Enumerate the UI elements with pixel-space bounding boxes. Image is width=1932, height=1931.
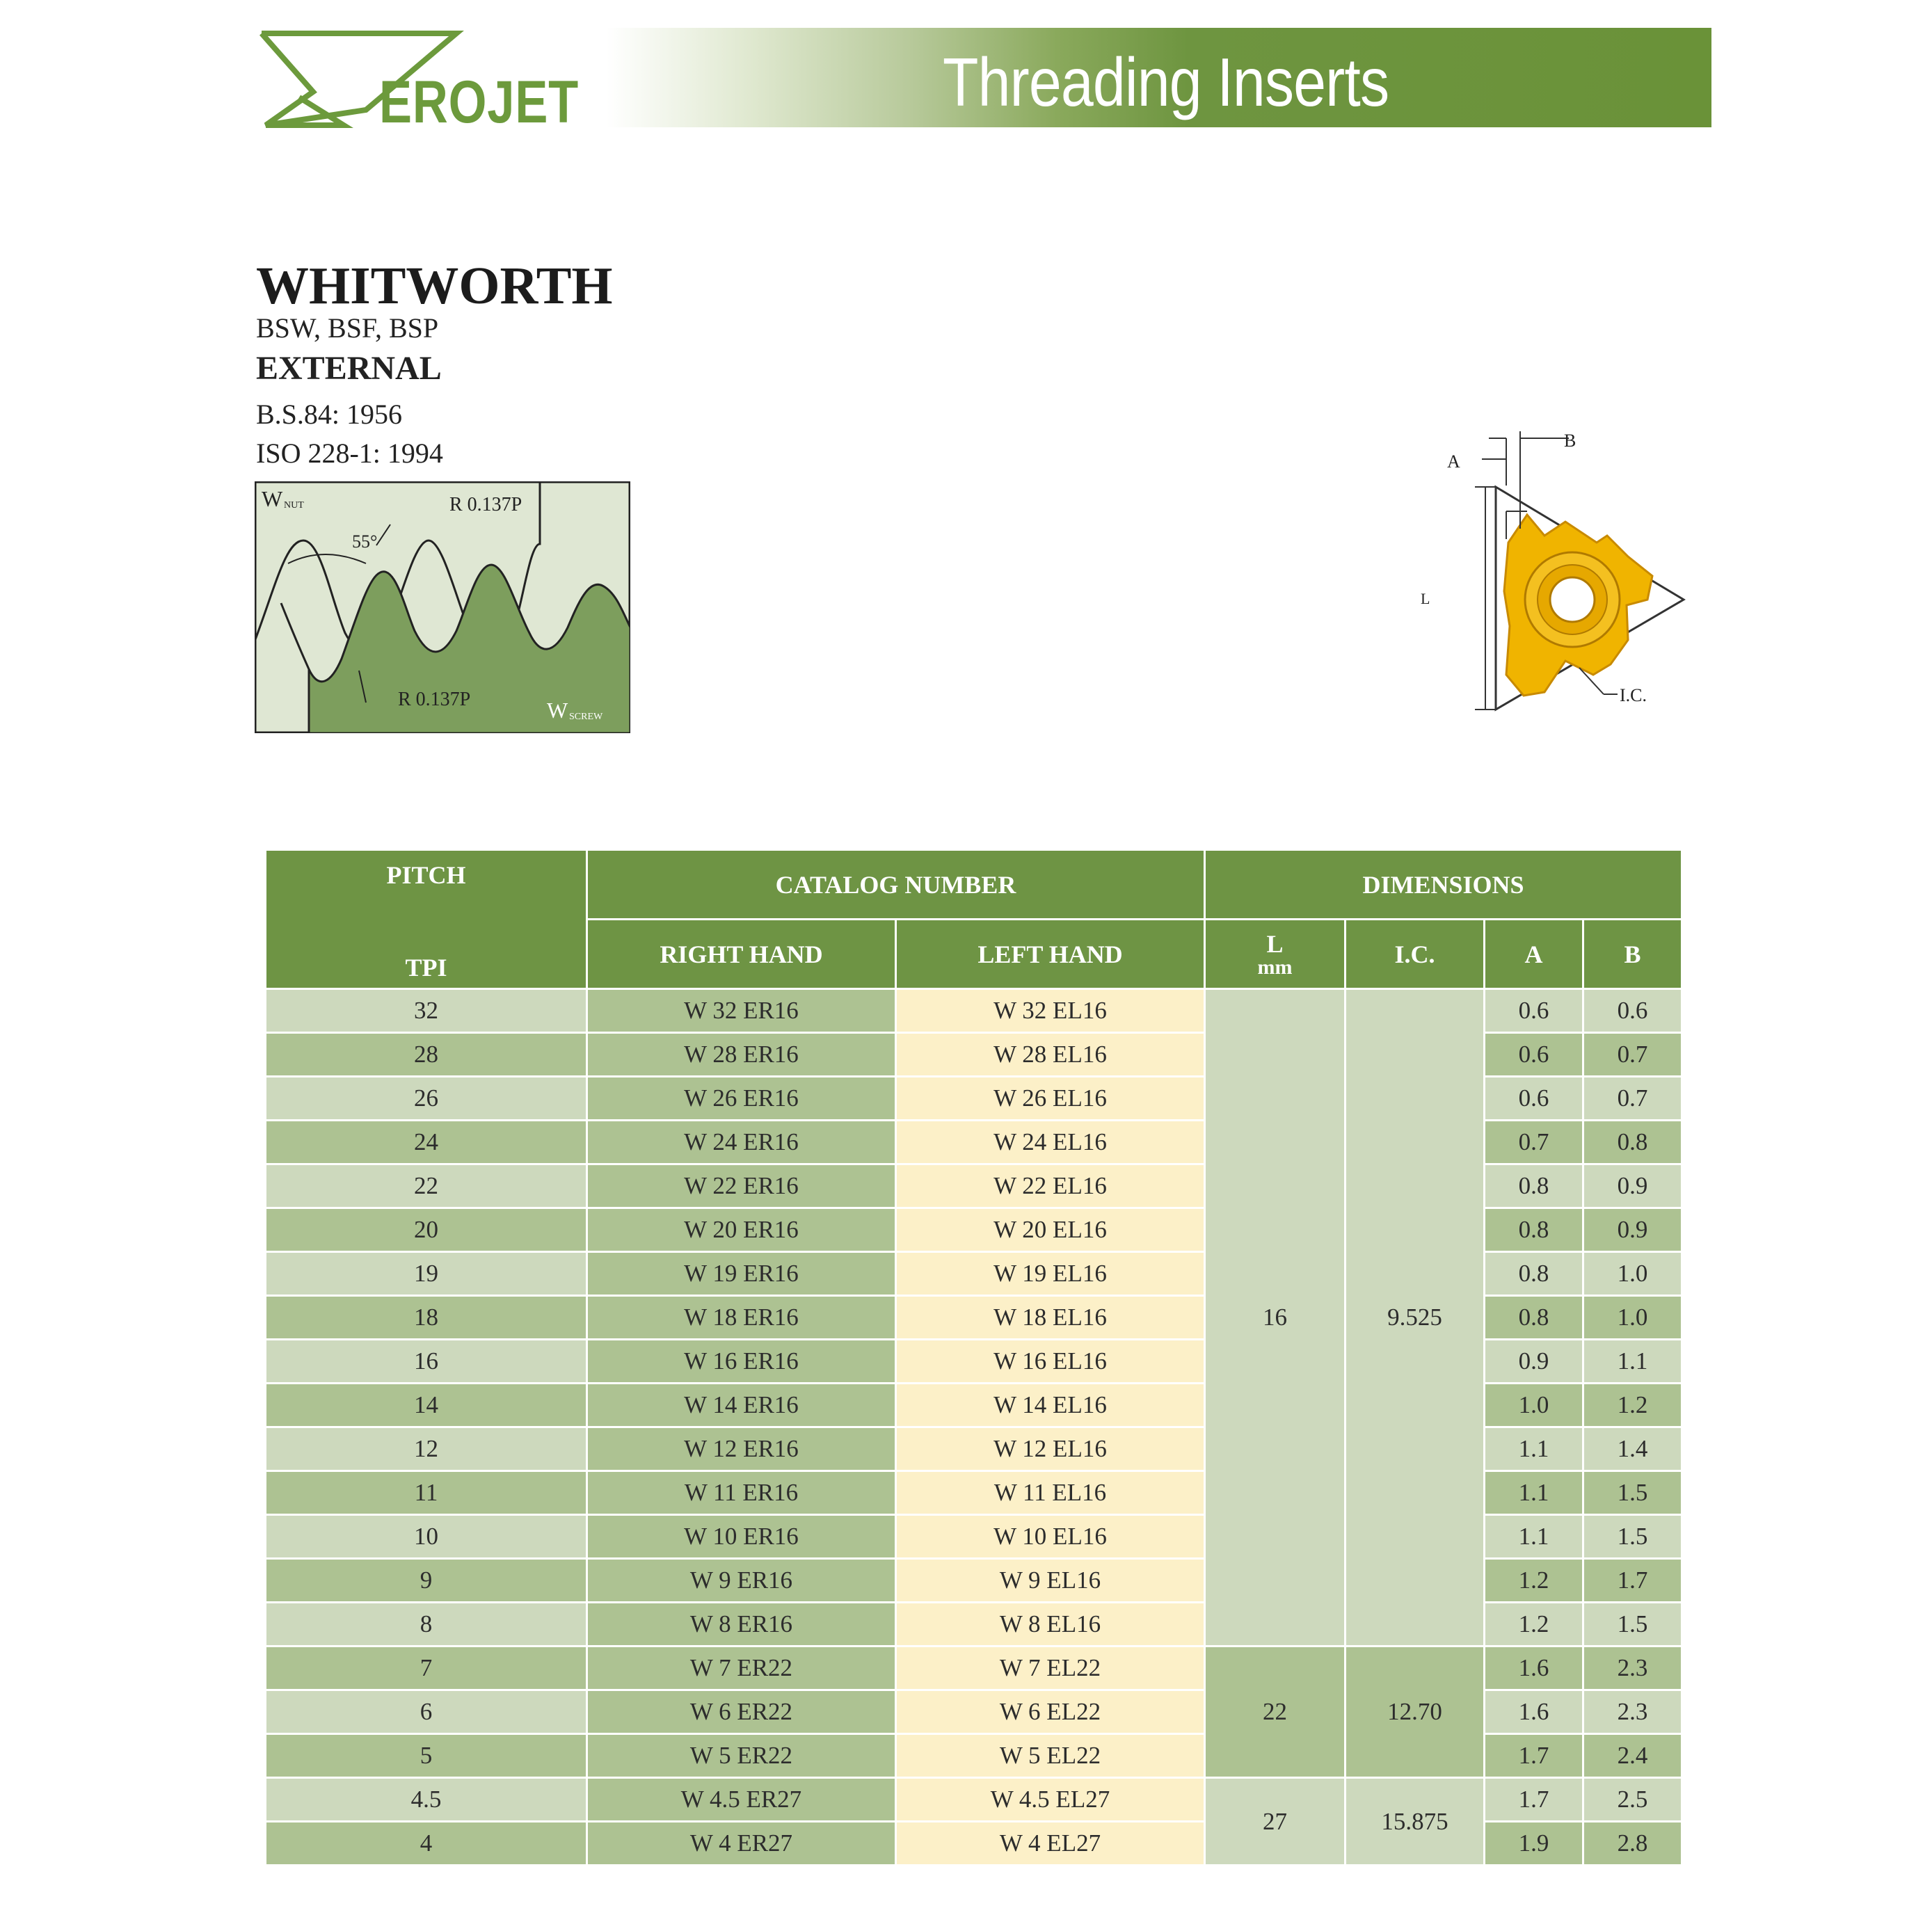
cell-b: 2.3	[1583, 1690, 1682, 1734]
page-title: Threading Inserts	[943, 44, 1389, 120]
cell-right-hand: W 28 ER16	[587, 1033, 896, 1077]
cell-a: 1.1	[1485, 1515, 1583, 1559]
cell-left-hand: W 8 EL16	[896, 1603, 1205, 1646]
label-b: B	[1564, 431, 1576, 451]
cell-left-hand: W 20 EL16	[896, 1208, 1205, 1252]
cell-a: 0.6	[1485, 1077, 1583, 1121]
cell-b: 1.7	[1583, 1559, 1682, 1603]
cell-b: 0.6	[1583, 989, 1682, 1033]
standard-norm-bs: B.S.84: 1956	[256, 399, 403, 430]
cell-a: 1.7	[1485, 1734, 1583, 1778]
cell-tpi: 26	[266, 1077, 587, 1121]
cell-right-hand: W 18 ER16	[587, 1296, 896, 1340]
cell-right-hand: W 12 ER16	[587, 1427, 896, 1471]
cell-a: 1.6	[1485, 1646, 1583, 1690]
cell-tpi: 19	[266, 1252, 587, 1296]
cell-left-hand: W 4 EL27	[896, 1822, 1205, 1866]
w-nut-label: W	[262, 486, 283, 511]
cell-l-mm: 22	[1205, 1646, 1346, 1778]
cell-left-hand: W 4.5 EL27	[896, 1778, 1205, 1822]
cell-left-hand: W 28 EL16	[896, 1033, 1205, 1077]
cell-l-mm: 16	[1205, 989, 1346, 1646]
cell-b: 1.0	[1583, 1296, 1682, 1340]
radius-top-label: R 0.137P	[449, 494, 522, 515]
header-pitch: PITCH	[386, 861, 466, 889]
cell-left-hand: W 11 EL16	[896, 1471, 1205, 1515]
cell-ic: 9.525	[1346, 989, 1485, 1646]
cell-right-hand: W 10 ER16	[587, 1515, 896, 1559]
cell-right-hand: W 9 ER16	[587, 1559, 896, 1603]
header-tpi: TPI	[405, 954, 447, 981]
insert-diagram	[1405, 417, 1698, 723]
cell-a: 1.1	[1485, 1471, 1583, 1515]
header-ic: I.C.	[1346, 920, 1485, 989]
cell-a: 0.8	[1485, 1296, 1583, 1340]
cell-b: 1.4	[1583, 1427, 1682, 1471]
label-a: A	[1447, 451, 1460, 472]
insert-spec-table	[264, 849, 1683, 1866]
header-a: A	[1485, 920, 1583, 989]
radius-bottom-label: R 0.137P	[398, 689, 471, 710]
header-l-label: L	[1266, 929, 1284, 958]
cell-a: 0.6	[1485, 1033, 1583, 1077]
cell-tpi: 20	[266, 1208, 587, 1252]
cell-b: 0.7	[1583, 1077, 1682, 1121]
cell-b: 2.4	[1583, 1734, 1682, 1778]
cell-b: 1.5	[1583, 1515, 1682, 1559]
cell-a: 1.0	[1485, 1384, 1583, 1427]
label-l: L	[1421, 590, 1430, 607]
cell-tpi: 14	[266, 1384, 587, 1427]
cell-b: 1.5	[1583, 1603, 1682, 1646]
cell-tpi: 18	[266, 1296, 587, 1340]
cell-tpi: 5	[266, 1734, 587, 1778]
cell-b: 0.8	[1583, 1121, 1682, 1164]
cell-tpi: 8	[266, 1603, 587, 1646]
header-catalog-number: CATALOG NUMBER	[587, 850, 1205, 920]
cell-b: 2.8	[1583, 1822, 1682, 1866]
cell-a: 1.7	[1485, 1778, 1583, 1822]
cell-b: 0.9	[1583, 1208, 1682, 1252]
cell-ic: 12.70	[1346, 1646, 1485, 1778]
cell-left-hand: W 10 EL16	[896, 1515, 1205, 1559]
cell-left-hand: W 18 EL16	[896, 1296, 1205, 1340]
cell-left-hand: W 9 EL16	[896, 1559, 1205, 1603]
cell-b: 2.5	[1583, 1778, 1682, 1822]
cell-tpi: 4.5	[266, 1778, 587, 1822]
cell-b: 0.9	[1583, 1164, 1682, 1208]
standard-norm-iso: ISO 228-1: 1994	[256, 438, 443, 469]
cell-left-hand: W 22 EL16	[896, 1164, 1205, 1208]
cell-right-hand: W 26 ER16	[587, 1077, 896, 1121]
cell-right-hand: W 7 ER22	[587, 1646, 896, 1690]
header-pitch-tpi	[266, 850, 587, 989]
cell-tpi: 7	[266, 1646, 587, 1690]
cell-left-hand: W 5 EL22	[896, 1734, 1205, 1778]
w-screw-sub: SCREW	[569, 712, 603, 722]
cell-tpi: 22	[266, 1164, 587, 1208]
table-row	[266, 1778, 1682, 1822]
cell-a: 1.2	[1485, 1559, 1583, 1603]
header-dimensions: DIMENSIONS	[1205, 850, 1682, 920]
cell-a: 0.8	[1485, 1252, 1583, 1296]
cell-left-hand: W 26 EL16	[896, 1077, 1205, 1121]
cell-l-mm: 27	[1205, 1778, 1346, 1866]
cell-b: 2.3	[1583, 1646, 1682, 1690]
cell-a: 0.7	[1485, 1121, 1583, 1164]
cell-tpi: 6	[266, 1690, 587, 1734]
cell-tpi: 10	[266, 1515, 587, 1559]
cell-left-hand: W 32 EL16	[896, 989, 1205, 1033]
cell-a: 1.1	[1485, 1427, 1583, 1471]
cell-b: 0.7	[1583, 1033, 1682, 1077]
w-nut-sub: NUT	[284, 500, 304, 511]
cell-right-hand: W 19 ER16	[587, 1252, 896, 1296]
thread-profile-diagram	[255, 481, 630, 733]
cell-left-hand: W 16 EL16	[896, 1340, 1205, 1384]
cell-b: 1.2	[1583, 1384, 1682, 1427]
standard-subtitle: BSW, BSF, BSP	[256, 312, 439, 344]
w-screw-label: W	[547, 698, 568, 723]
cell-a: 1.2	[1485, 1603, 1583, 1646]
cell-a: 1.6	[1485, 1690, 1583, 1734]
cell-tpi: 4	[266, 1822, 587, 1866]
cell-right-hand: W 16 ER16	[587, 1340, 896, 1384]
cell-left-hand: W 6 EL22	[896, 1690, 1205, 1734]
table-row	[266, 989, 1682, 1033]
cell-right-hand: W 32 ER16	[587, 989, 896, 1033]
cell-tpi: 16	[266, 1340, 587, 1384]
cell-right-hand: W 4 ER27	[587, 1822, 896, 1866]
table-row	[266, 1646, 1682, 1690]
cell-tpi: 12	[266, 1427, 587, 1471]
cell-right-hand: W 4.5 ER27	[587, 1778, 896, 1822]
cell-a: 1.9	[1485, 1822, 1583, 1866]
header-left-hand: LEFT HAND	[896, 920, 1205, 989]
cell-left-hand: W 12 EL16	[896, 1427, 1205, 1471]
cell-right-hand: W 22 ER16	[587, 1164, 896, 1208]
cell-tpi: 32	[266, 989, 587, 1033]
cell-a: 0.9	[1485, 1340, 1583, 1384]
cell-b: 1.5	[1583, 1471, 1682, 1515]
cell-left-hand: W 14 EL16	[896, 1384, 1205, 1427]
brand-name: EROJET	[379, 69, 580, 136]
cell-a: 0.6	[1485, 989, 1583, 1033]
standard-type: EXTERNAL	[256, 350, 442, 387]
cell-tpi: 24	[266, 1121, 587, 1164]
standard-title: WHITWORTH	[256, 257, 613, 315]
cell-a: 0.8	[1485, 1164, 1583, 1208]
cell-ic: 15.875	[1346, 1778, 1485, 1866]
cell-b: 1.0	[1583, 1252, 1682, 1296]
label-ic: I.C.	[1620, 685, 1647, 705]
header-l	[1205, 920, 1346, 989]
header-b: B	[1583, 920, 1682, 989]
header-right-hand: RIGHT HAND	[587, 920, 896, 989]
cell-tpi: 9	[266, 1559, 587, 1603]
cell-left-hand: W 19 EL16	[896, 1252, 1205, 1296]
cell-right-hand: W 5 ER22	[587, 1734, 896, 1778]
table-body	[266, 989, 1682, 1866]
cell-left-hand: W 7 EL22	[896, 1646, 1205, 1690]
cell-tpi: 11	[266, 1471, 587, 1515]
header-l-unit: mm	[1257, 955, 1293, 979]
cell-right-hand: W 6 ER22	[587, 1690, 896, 1734]
cell-tpi: 28	[266, 1033, 587, 1077]
angle-label: 55°	[352, 531, 378, 552]
cell-right-hand: W 11 ER16	[587, 1471, 896, 1515]
cell-right-hand: W 24 ER16	[587, 1121, 896, 1164]
cell-b: 1.1	[1583, 1340, 1682, 1384]
cell-right-hand: W 14 ER16	[587, 1384, 896, 1427]
cell-left-hand: W 24 EL16	[896, 1121, 1205, 1164]
cell-a: 0.8	[1485, 1208, 1583, 1252]
cell-right-hand: W 8 ER16	[587, 1603, 896, 1646]
cell-right-hand: W 20 ER16	[587, 1208, 896, 1252]
